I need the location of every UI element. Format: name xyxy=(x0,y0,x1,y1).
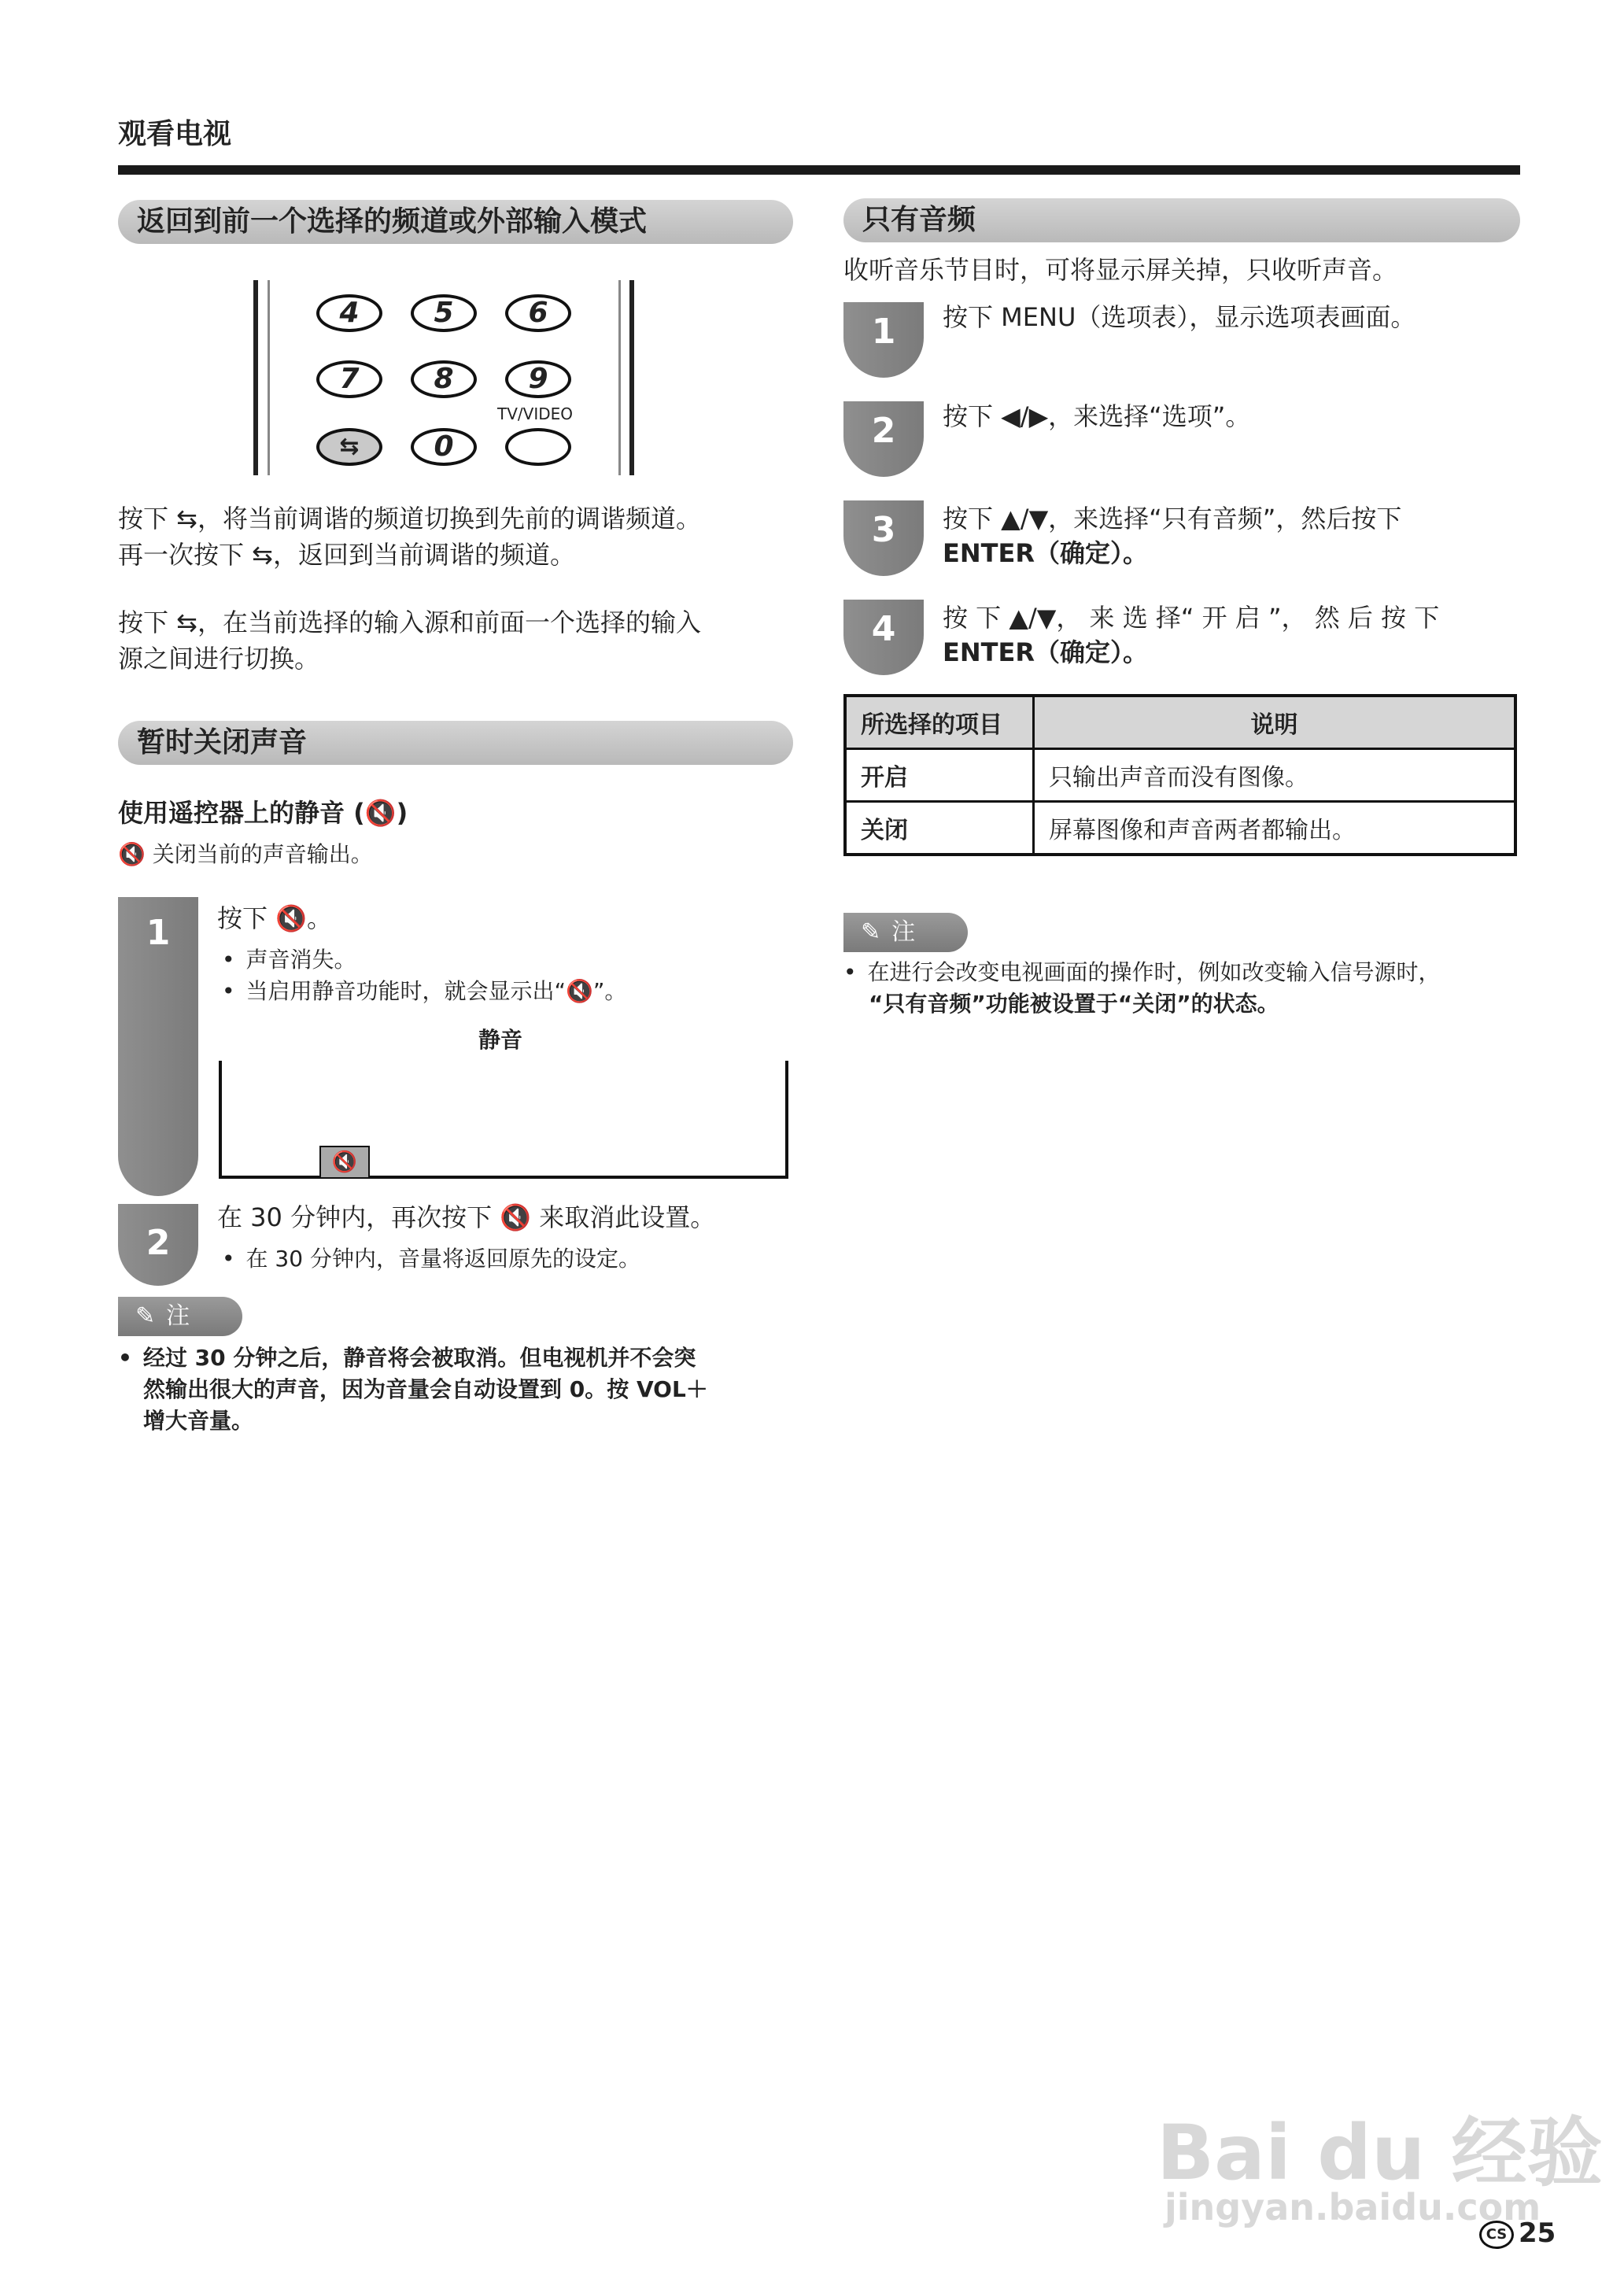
mute-step-1-tab xyxy=(118,897,198,1196)
table-cell-item: 开启 xyxy=(845,749,1034,802)
audio-step-1-tab xyxy=(843,302,924,378)
flashback-para1-line2: 再一次按下 ⇆，返回到当前调谐的频道。 xyxy=(118,540,575,570)
audio-step-4-tab xyxy=(843,600,924,675)
remote-key-7: 7 xyxy=(316,360,382,398)
audio-only-options-table xyxy=(843,694,1517,856)
remote-key-9: 9 xyxy=(505,360,571,398)
table-header-row xyxy=(845,696,1515,749)
mute-note-tag xyxy=(118,1297,242,1336)
audio-step-2-number: 2 xyxy=(871,411,896,451)
section-title-mute: 暂时关闭声音 xyxy=(118,721,793,765)
mute-description: 🔇 关闭当前的声音输出。 xyxy=(118,841,373,867)
tv-video-label: TV/VIDEO xyxy=(497,404,573,423)
screen-label-mute: 静音 xyxy=(478,1027,523,1053)
page-number-area xyxy=(1479,2217,1556,2249)
audio-note-line-2: “只有音频”功能被设置于“关闭”的状态。 xyxy=(869,991,1279,1017)
section-title-flashback: 返回到前一个选择的频道或外部输入模式 xyxy=(118,200,793,244)
remote-key-tv-video xyxy=(505,428,571,466)
mute-step-1-number: 1 xyxy=(146,913,171,953)
baidu-watermark-url: jingyan.baidu.com xyxy=(1164,2186,1541,2228)
audio-only-intro: 收听音乐节目时，可将显示屏关掉，只收听声音。 xyxy=(843,255,1398,285)
remote-key-4: 4 xyxy=(316,294,382,332)
mute-note-line-1: • 经过 30 分钟之后，静音将会被取消。但电视机并不会突 xyxy=(118,1342,696,1374)
page-header-title: 观看电视 xyxy=(118,118,232,150)
mute-step-1-bullet-1: • 声音消失。 xyxy=(222,944,356,976)
flashback-icon: ⇆ xyxy=(316,428,382,466)
table-cell-item: 关闭 xyxy=(845,802,1034,855)
table-cell-description: 只输出声音而没有图像。 xyxy=(1034,749,1516,802)
audio-step-3-line2: ENTER（确定）。 xyxy=(943,538,1148,568)
table-header-description: 说明 xyxy=(1034,696,1516,749)
mute-osd-icon: 🔇 xyxy=(319,1146,370,1179)
audio-note-label: 注 xyxy=(891,918,916,946)
tv-screen-illustration xyxy=(219,1061,788,1179)
audio-step-1-line1: 按下 MENU（选项表），显示选项表画面。 xyxy=(943,302,1416,332)
audio-step-3-number: 3 xyxy=(871,510,896,550)
section-title-audio-only: 只有音频 xyxy=(843,198,1520,242)
audio-step-4-number: 4 xyxy=(871,609,896,649)
flashback-para1-line1: 按下 ⇆，将当前调谐的频道切换到先前的调谐频道。 xyxy=(118,504,701,534)
audio-note-tag xyxy=(843,913,968,952)
remote-edge-right-inner xyxy=(618,280,621,475)
audio-step-4-line1: 按 下 ▲/▼， 来 选 择“ 开 启 ”， 然 后 按 下 xyxy=(943,603,1440,633)
flashback-para2-line2: 源之间进行切换。 xyxy=(118,644,320,674)
remote-key-0: 0 xyxy=(411,428,477,466)
audio-step-4-line2: ENTER（确定）。 xyxy=(943,637,1148,667)
audio-step-3-tab xyxy=(843,500,924,576)
mute-step-2-tab xyxy=(118,1204,198,1286)
paperclip-icon: ✎ xyxy=(135,1302,156,1330)
remote-edge-left-inner xyxy=(268,280,270,475)
mute-note-label: 注 xyxy=(166,1302,190,1330)
remote-key-5: 5 xyxy=(411,294,477,332)
language-badge: CS xyxy=(1479,2221,1514,2249)
audio-note-line-1: • 在进行会改变电视画面的操作时，例如改变输入信号源时， xyxy=(843,957,1441,988)
page-number: 25 xyxy=(1519,2217,1556,2249)
table-row xyxy=(845,749,1515,802)
audio-step-2-line1: 按下 ◀/▶，来选择“选项”。 xyxy=(943,401,1251,431)
remote-edge-right xyxy=(629,280,634,475)
table-cell-description: 屏幕图像和声音两者都输出。 xyxy=(1034,802,1516,855)
header-rule xyxy=(118,165,1520,175)
mute-step-2-number: 2 xyxy=(146,1223,171,1263)
remote-key-8: 8 xyxy=(411,360,477,398)
remote-edge-left xyxy=(253,280,258,475)
mute-note-line-3: 增大音量。 xyxy=(143,1408,254,1434)
flashback-para2-line1: 按下 ⇆，在当前选择的输入源和前面一个选择的输入 xyxy=(118,607,701,637)
mute-subtitle: 使用遥控器上的静音 (🔇) xyxy=(118,798,408,828)
baidu-watermark: Bai du 经验 xyxy=(1157,2109,1603,2197)
mute-note-line-2: 然输出很大的声音，因为音量会自动设置到 0。按 VOL＋ xyxy=(143,1376,708,1402)
audio-step-1-number: 1 xyxy=(871,312,896,352)
remote-key-6: 6 xyxy=(505,294,571,332)
mute-step-1-bullet-2: • 当启用静音功能时，就会显示出“🔇”。 xyxy=(222,976,626,1007)
audio-step-2-tab xyxy=(843,401,924,477)
mute-step-2-bullet-1: • 在 30 分钟内，音量将返回原先的设定。 xyxy=(222,1243,640,1275)
table-row xyxy=(845,802,1515,855)
mute-step-1-text: 按下 🔇。 xyxy=(217,903,333,933)
mute-step-2-text: 在 30 分钟内，再次按下 🔇 来取消此设置。 xyxy=(217,1202,716,1232)
paperclip-icon: ✎ xyxy=(861,918,881,946)
audio-step-3-line1: 按下 ▲/▼，来选择“只有音频”，然后按下 xyxy=(943,504,1402,534)
table-header-item: 所选择的项目 xyxy=(845,696,1034,749)
